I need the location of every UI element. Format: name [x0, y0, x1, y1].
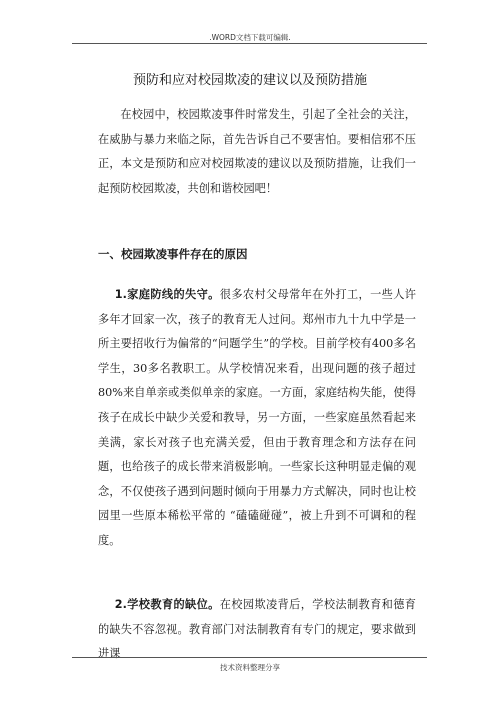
- document-title: 预防和应对校园欺凌的建议以及预防措施: [132, 73, 367, 88]
- header-divider: [72, 43, 427, 44]
- paragraph-family-defense: [98, 283, 416, 554]
- page-footer: 技术资料整理分享: [220, 663, 280, 672]
- paragraph-lead: 1.家庭防线的失守。: [114, 288, 220, 301]
- intro-paragraph: 在校园中，校园欺凌事件时常发生，引起了全社会的关注，在威胁与暴力来临之际，首先告诉自己不要害怕。要相信邪不压正，本文是预防和应对校园欺凌的建议以及预防措施，让我们一起预防校园欺凌，共创和谐校园吧！: [98, 108, 416, 195]
- page-header: .WORD文档下载可编辑.: [209, 33, 291, 42]
- section-heading: 一、校园欺凌事件存在的原因: [98, 247, 248, 261]
- paragraph-text: 在校园欺凌背后，学校法制教育和德育的缺失不容忽视。教育部门对法制教育有专门的规定，要求做到进课: [98, 598, 416, 661]
- paragraph-school-education: [98, 593, 416, 667]
- footer-divider: [72, 657, 427, 658]
- paragraph-lead: 2.学校教育的缺位。: [114, 598, 220, 611]
- paragraph-text: 很多农村父母常年在外打工，一些人许多年才回家一次，孩子的教育无人过问。郑州市九十九中学是一所主要招收行为偏常的“问题学生”的学校。目前学校有400多名学生，30多名教职工。从学校情况来看，出现问题的孩子超过 80%来自单亲或类似单亲的家庭。一方面，家庭结构失能，使得孩子在成长中缺少关爱和教导，另一方面，一些家庭虽然看起来美满，家长对孩子也充满关爱，但由于教育理念和方法存在问题，也给孩子的成长带来消极影响。一些家长这种明显走偏的观念，不仅使孩子遇到问题时倾向于用暴力方式解决，同时也让校园里一些原本稀松平常的 “磕磕碰碰”，被上升到不可调和的程度。: [98, 288, 416, 547]
